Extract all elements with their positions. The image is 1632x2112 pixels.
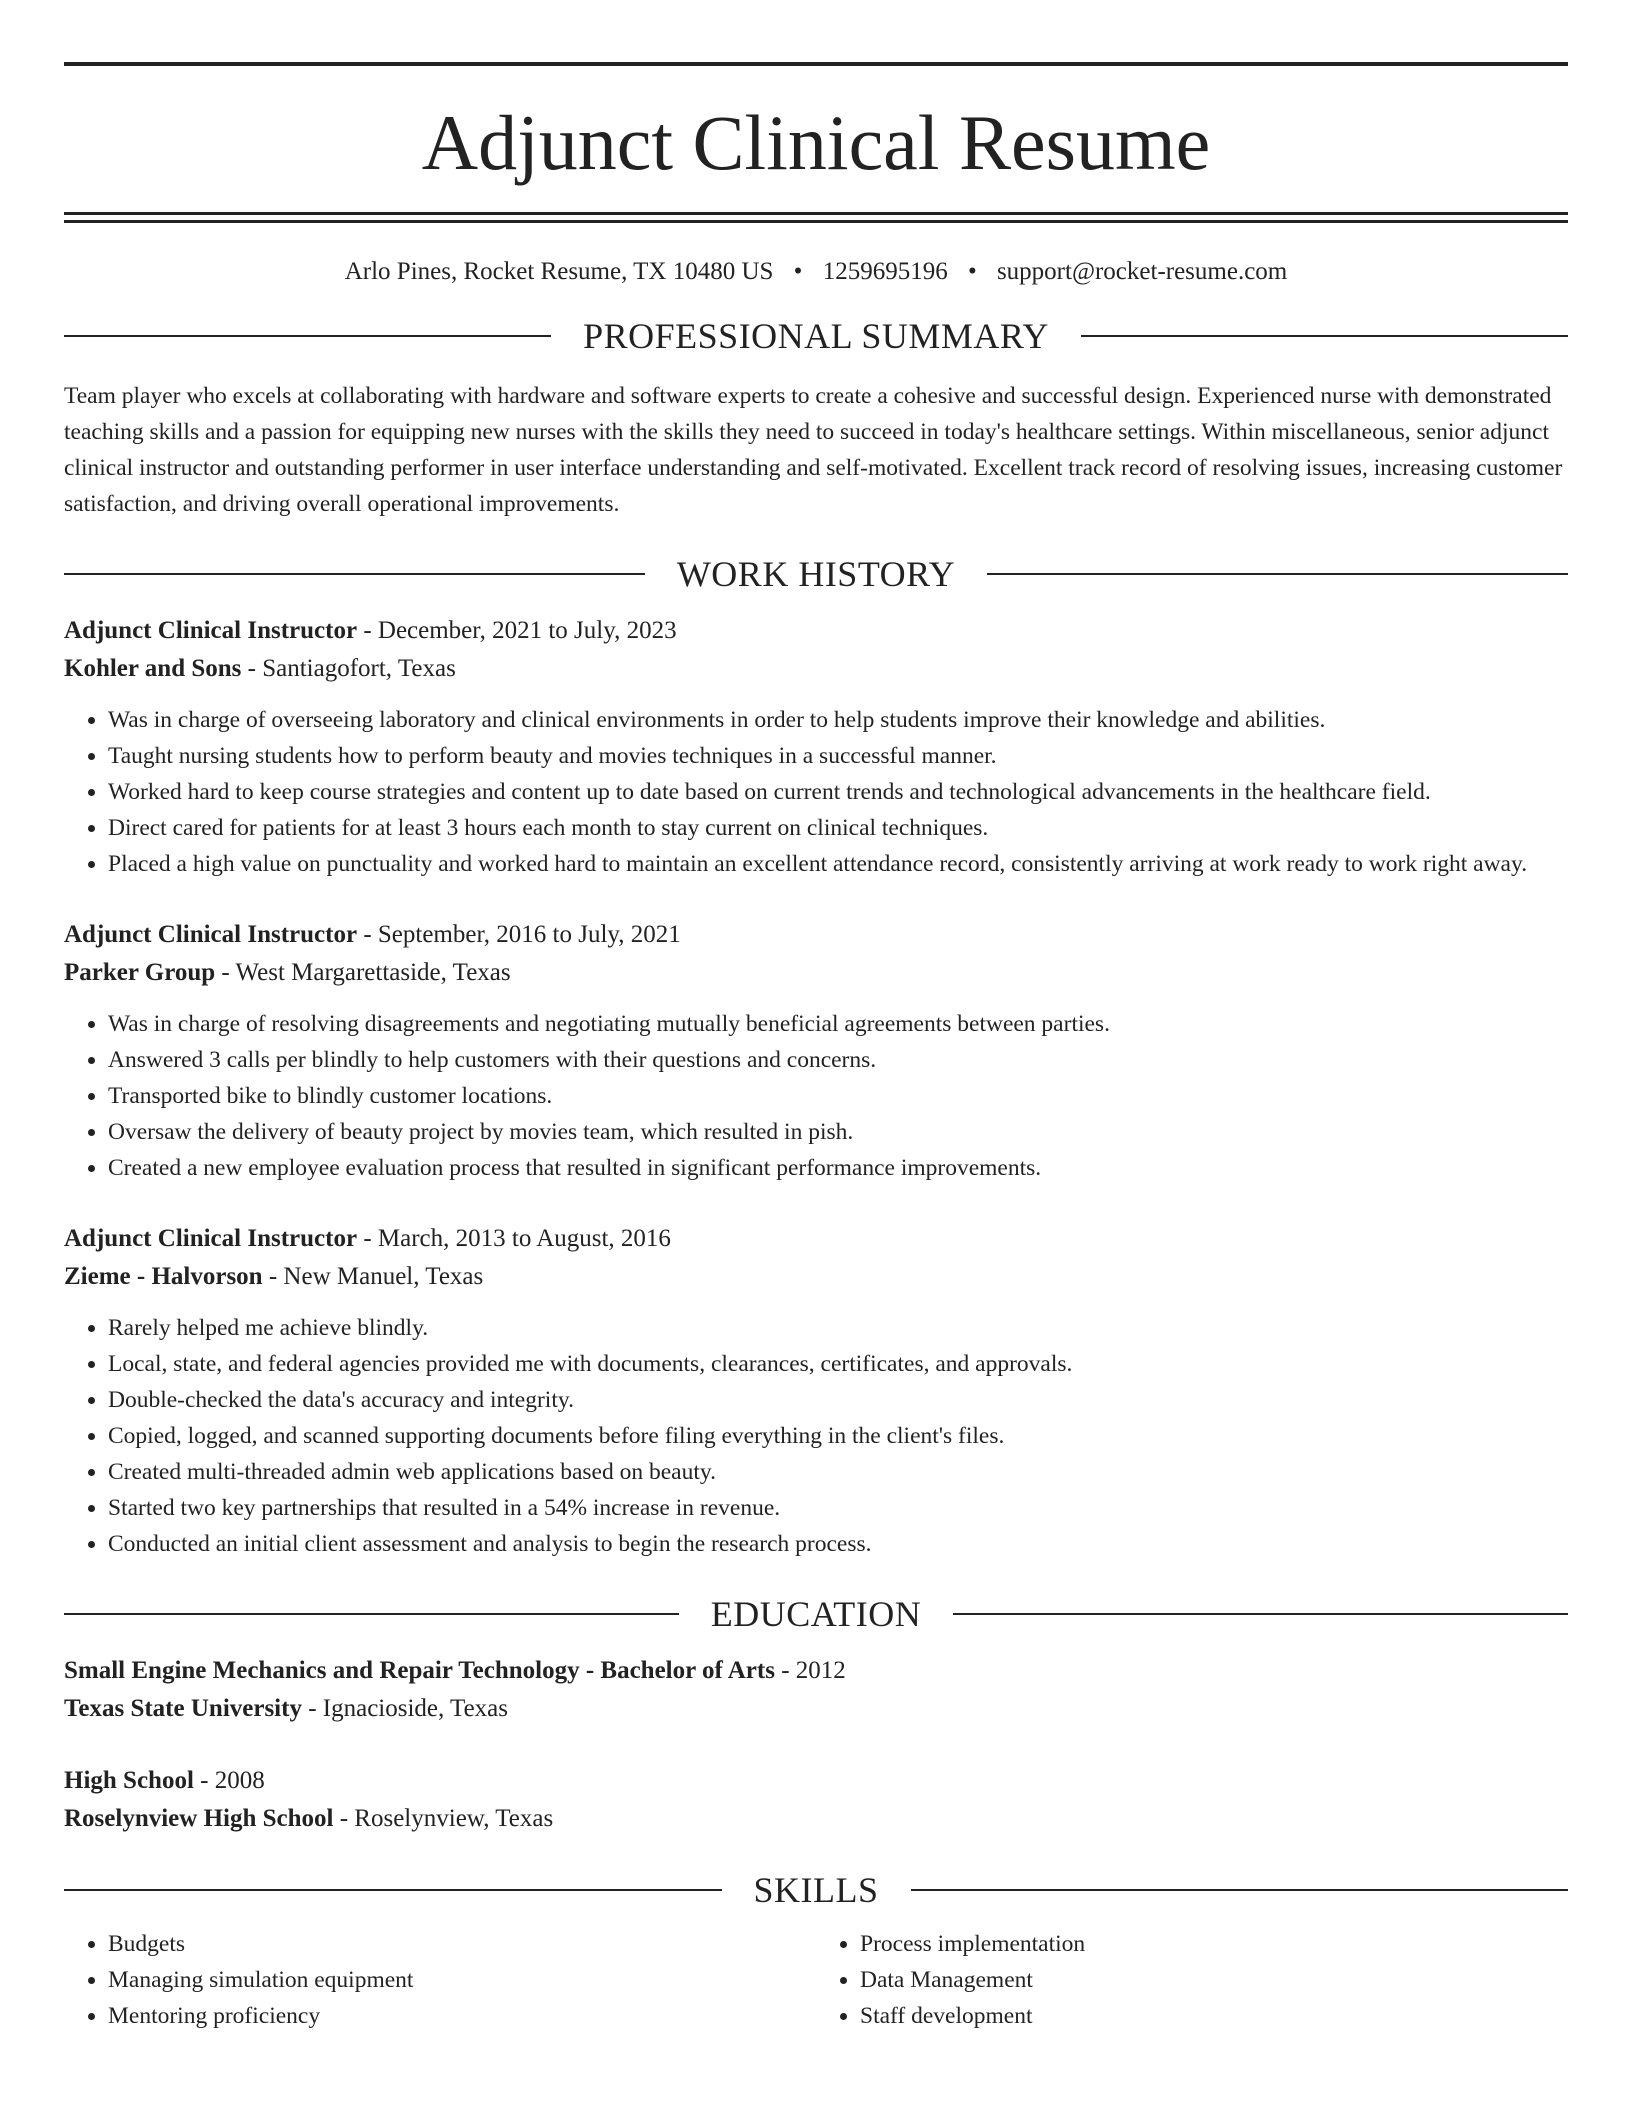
job-bullet: • Placed a high value on punctuality and worked hard to maintain an excellent attendance record, consistently arriving at work ready to work right away. [108,846,1568,882]
job-bullet: • Started two key partnerships that resulted in a 54% increase in revenue. [108,1490,1568,1526]
section-header-summary [64,318,1568,354]
contact-line [64,259,1568,284]
job-entry [64,612,1568,882]
job-title: Adjunct Clinical Instructor [64,617,358,644]
education-location: - Ignacioside, Texas [301,1695,509,1722]
section-header-skills [64,1872,1568,1908]
skill-item: • Staff development [860,1998,1568,2034]
contact-separator: • [967,258,977,285]
job-bullet: • Created a new employee evaluation process that resulted in significant performance improvements. [108,1150,1568,1186]
section-rule [64,573,645,575]
skills-list-right [816,1926,1568,2034]
education-entry [64,1762,1568,1838]
job-bullet: • Direct cared for patients for at least 3 hours each month to stay current on clinical techniques. [108,810,1568,846]
job-bullet: • Worked hard to keep course strategies and content up to date based on current trends and technological advancements in the healthcare field. [108,774,1568,810]
section-rule [64,1613,679,1615]
job-bullets [64,1310,1568,1562]
job-bullet: • Taught nursing students how to perform beauty and movies techniques in a successful manner. [108,738,1568,774]
job-bullet: • Copied, logged, and scanned supporting documents before filing everything in the client's files. [108,1418,1568,1454]
title-double-rule [64,212,1568,223]
job-title-line [64,612,1568,650]
job-bullet: • Was in charge of overseeing laboratory and clinical environments in order to help students improve their knowledge and abilities. [108,702,1568,738]
education-year: - 2008 [193,1767,265,1794]
section-header-education [64,1596,1568,1632]
job-bullet: • Was in charge of resolving disagreements and negotiating mutually beneficial agreements between parties. [108,1006,1568,1042]
education-degree-line [64,1762,1568,1800]
job-title: Adjunct Clinical Instructor [64,1225,358,1252]
job-company: Parker Group [64,959,216,986]
job-company-line [64,1258,1568,1296]
job-bullet: • Local, state, and federal agencies provided me with documents, clearances, certificates, and approvals. [108,1346,1568,1382]
section-title: WORK HISTORY [676,554,956,594]
section-rule [64,1889,722,1891]
job-bullet: • Oversaw the delivery of beauty project by movies team, which resulted in pish. [108,1114,1568,1150]
job-bullets [64,702,1568,882]
job-entry [64,916,1568,1186]
education-degree: Small Engine Mechanics and Repair Technology - Bachelor of Arts [64,1657,775,1684]
job-location: - West Margarettaside, Texas [215,959,511,986]
section-header-work [64,556,1568,592]
job-location: - New Manuel, Texas [262,1263,484,1290]
contact-separator: • [793,258,803,285]
section-rule [911,1889,1569,1891]
contact-address: Arlo Pines, Rocket Resume, TX 10480 US [344,258,774,285]
job-bullets [64,1006,1568,1186]
skills-list-left [64,1926,816,2034]
resume-title: Adjunct Clinical Resume [421,99,1211,186]
section-rule [64,335,551,337]
section-rule [953,1613,1568,1615]
education-degree-line [64,1652,1568,1690]
job-bullet: • Transported bike to blindly customer locations. [108,1078,1568,1114]
section-title: PROFESSIONAL SUMMARY [583,316,1049,356]
skill-item: • Process implementation [860,1926,1568,1962]
skill-item: • Managing simulation equipment [108,1962,816,1998]
contact-phone: 1259695196 [822,258,948,285]
contact-email: support@rocket-resume.com [996,258,1288,285]
job-bullet: • Created multi-threaded admin web applications based on beauty. [108,1454,1568,1490]
skills-columns [64,1926,1568,2034]
education-school-line [64,1800,1568,1838]
job-dates: - December, 2021 to July, 2023 [357,617,677,644]
section-rule [1081,335,1568,337]
job-bullet: • Rarely helped me achieve blindly. [108,1310,1568,1346]
job-bullet: • Answered 3 calls per blindly to help customers with their questions and concerns. [108,1042,1568,1078]
job-location: - Santiagofort, Texas [241,655,456,682]
job-bullet: • Double-checked the data's accuracy and integrity. [108,1382,1568,1418]
summary-text: Team player who excels at collaborating with hardware and software experts to create a cohesive and successful design. Experienced nurse with demonstrated teaching skills and a passion for equipping new nurses with the skills they need to succeed in today's healthcare settings. Within miscellaneous, senior adjunct clinical instructor and outstanding performer in user interface understanding and self-motivated. Excellent track record of resolving issues, increasing customer satisfaction, and driving overall operational improvements. [64,383,1563,517]
resume-content [64,62,1568,2034]
section-title: SKILLS [753,1870,879,1910]
education-year: - 2012 [774,1657,846,1684]
job-company-line [64,650,1568,688]
education-school: Texas State University [64,1695,302,1722]
job-title-line [64,1220,1568,1258]
job-dates: - March, 2013 to August, 2016 [357,1225,671,1252]
job-dates: - September, 2016 to July, 2021 [357,921,681,948]
job-bullet: • Conducted an initial client assessment and analysis to begin the research process. [108,1526,1568,1562]
education-entry [64,1652,1568,1728]
education-school-line [64,1690,1568,1728]
section-rule [987,573,1568,575]
job-company-line [64,954,1568,992]
job-entry [64,1220,1568,1562]
job-company: Kohler and Sons [64,655,242,682]
skill-item: • Budgets [108,1926,816,1962]
skill-item: • Data Management [860,1962,1568,1998]
education-location: - Roselynview, Texas [333,1805,554,1832]
education-school: Roselynview High School [64,1805,334,1832]
job-company: Zieme - Halvorson [64,1263,263,1290]
skill-item: • Mentoring proficiency [108,1998,816,2034]
section-title: EDUCATION [710,1594,922,1634]
job-title-line [64,916,1568,954]
education-degree: High School [64,1767,194,1794]
job-title: Adjunct Clinical Instructor [64,921,358,948]
